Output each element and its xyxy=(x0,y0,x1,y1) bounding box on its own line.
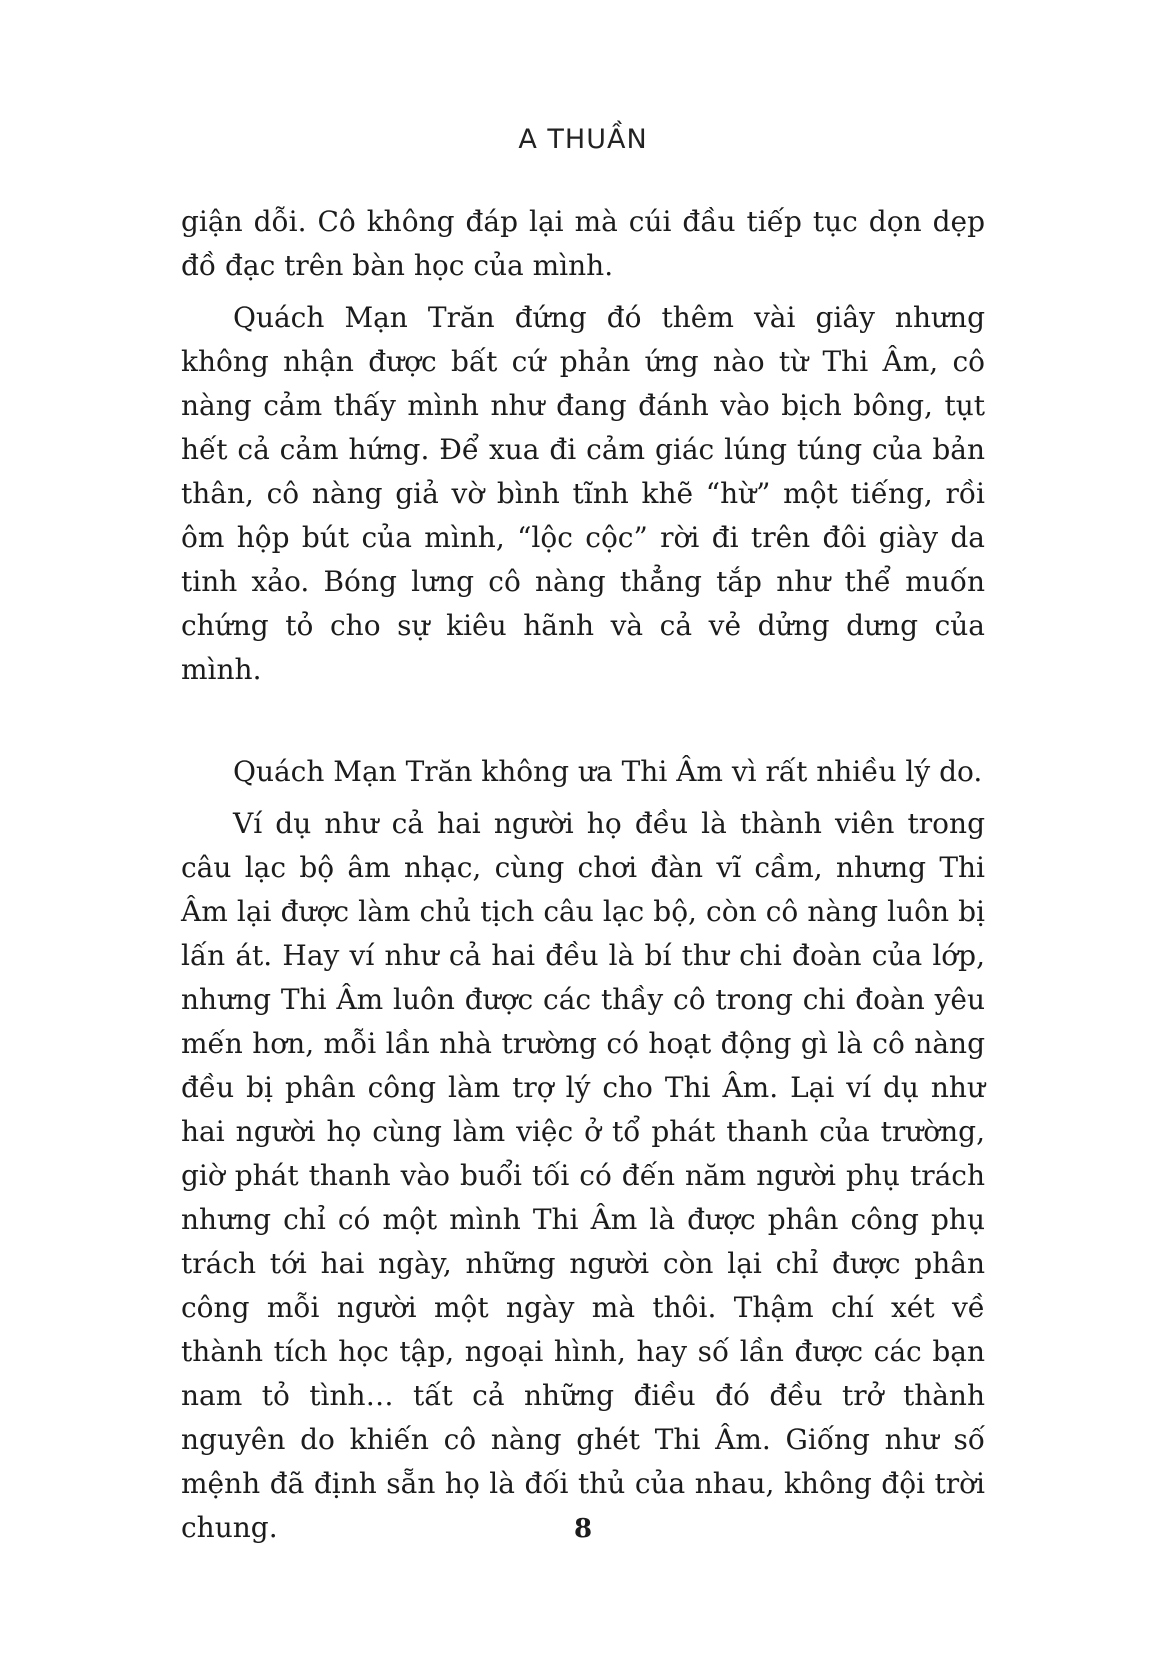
body-text xyxy=(181,200,985,1550)
running-header-author: A THUẦN xyxy=(518,124,648,155)
page-number: 8 xyxy=(573,1514,593,1544)
paragraph: Quách Mạn Trăn không ưa Thi Âm vì rất nhiều lý do. xyxy=(233,755,983,788)
section-break xyxy=(181,692,985,750)
paragraph-continued: giận dỗi. Cô không đáp lại mà cúi đầu tiếp tục dọn dẹp đồ đạc trên bàn học của mình. xyxy=(181,205,985,282)
paragraph: Quách Mạn Trăn đứng đó thêm vài giây nhưng không nhận được bất cứ phản ứng nào từ Thi Âm, cô nàng cảm thấy mình như đang đánh vào bịch bông, tụt hết cả cảm hứng. Để xua đi cảm giác lúng túng của bản thân, cô nàng giả vờ bình tĩnh khẽ “hừ” một tiếng, rồi ôm hộp bút của mình, “lộc cộc” rời đi trên đôi giày da tinh xảo. Bóng lưng cô nàng thẳng tắp như thể muốn chứng tỏ cho sự kiêu hãnh và cả vẻ dửng dưng của mình. xyxy=(181,301,985,686)
paragraph: Ví dụ như cả hai người họ đều là thành viên trong câu lạc bộ âm nhạc, cùng chơi đàn vĩ cầm, nhưng Thi Âm lại được làm chủ tịch câu lạc bộ, còn cô nàng luôn bị lấn át. Hay ví như cả hai đều là bí thư chi đoàn của lớp, nhưng Thi Âm luôn được các thầy cô trong chi đoàn yêu mến hơn, mỗi lần nhà trường có hoạt động gì là cô nàng đều bị phân công làm trợ lý cho Thi Âm. Lại ví dụ như hai người họ cùng làm việc ở tổ phát thanh của trường, giờ phát thanh vào buổi tối có đến năm người phụ trách nhưng chỉ có một mình Thi Âm là được phân công phụ trách tới hai ngày, những người còn lại chỉ được phân công mỗi người một ngày mà thôi. Thậm chí xét về thành tích học tập, ngoại hình, hay số lần được các bạn nam tỏ tình… tất cả những điều đó đều trở thành nguyên do khiến cô nàng ghét Thi Âm. Giống như số mệnh đã định sẵn họ là đối thủ của nhau, không đội trời chung. xyxy=(181,807,985,1544)
